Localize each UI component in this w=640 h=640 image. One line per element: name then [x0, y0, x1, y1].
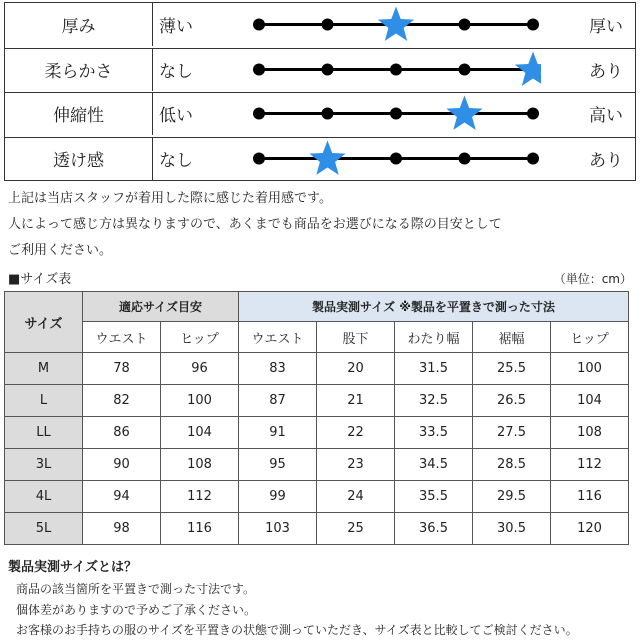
table-row [5, 417, 629, 449]
feel-low-label: 低い [159, 106, 193, 126]
table-cell: 20 [317, 353, 395, 385]
table-cell: 116 [551, 481, 629, 513]
feel-label: 厚み [5, 3, 153, 46]
footer-line-3: お客様のお手持ちの服のサイズを平置きの状態で測っていただき、サイズ表と比較してご検討ください。 [16, 623, 578, 637]
table-cell: 86 [83, 417, 161, 449]
table-cell: 29.5 [473, 481, 551, 513]
fit-size-group-header: 適応サイズ目安 [83, 292, 239, 322]
table-cell: 100 [161, 385, 239, 417]
column-header: ウエスト [239, 322, 317, 353]
scale-dot [253, 108, 265, 120]
table-cell: 21 [317, 385, 395, 417]
scale-dot [322, 108, 334, 120]
column-header: わたり幅 [395, 322, 473, 353]
table-cell: 23 [317, 449, 395, 481]
footer-title: 製品実測サイズとは？ [8, 560, 137, 575]
feel-row [5, 48, 635, 91]
table-cell: 32.5 [395, 385, 473, 417]
feel-label: 透け感 [5, 137, 153, 180]
table-cell: 95 [239, 449, 317, 481]
feel-divider [5, 92, 635, 93]
table-cell: 98 [83, 513, 161, 545]
table-cell: 33.5 [395, 417, 473, 449]
unit-label: （単位：cm） [553, 272, 632, 286]
column-header: ヒップ [551, 322, 629, 353]
table-cell: 99 [239, 481, 317, 513]
feel-low-label: なし [159, 61, 193, 82]
scale-dot [253, 63, 265, 75]
feel-row [5, 3, 635, 46]
table-cell: 24 [317, 481, 395, 513]
column-header: ヒップ [161, 322, 239, 353]
table-cell: 108 [161, 449, 239, 481]
scale-dot [390, 152, 402, 164]
table-row [5, 353, 629, 385]
table-cell: 34.5 [395, 449, 473, 481]
note-line-2: 人によって感じ方は異なりますので、あくまでも商品をお選びになる際の目安として [8, 217, 502, 232]
table-cell: 78 [83, 353, 161, 385]
note-line-3: ご利用ください。 [8, 243, 113, 258]
scale-dot [253, 19, 265, 31]
table-cell: 104 [551, 385, 629, 417]
column-header: 股下 [317, 322, 395, 353]
size-cell: M [5, 353, 83, 385]
table-cell: 104 [161, 417, 239, 449]
scale-dot [527, 152, 539, 164]
table-row [5, 513, 629, 545]
scale-dot [459, 19, 471, 31]
feel-scale [241, 48, 541, 91]
feel-label: 伸縮性 [5, 92, 153, 135]
table-cell: 91 [239, 417, 317, 449]
size-table-title: ■サイズ表 [8, 272, 72, 287]
feel-divider [5, 48, 635, 49]
scale-dot [527, 108, 539, 120]
feel-row [5, 137, 635, 180]
measured-size-group-header: 製品実測サイズ ※製品を平置きで測った寸法 [239, 292, 629, 322]
feel-label: 柔らかさ [5, 48, 153, 91]
table-cell: 25 [317, 513, 395, 545]
size-cell: 3L [5, 449, 83, 481]
scale-dot [390, 108, 402, 120]
table-row [5, 481, 629, 513]
table-cell: 94 [83, 481, 161, 513]
feel-table [4, 2, 636, 181]
scale-dot [459, 152, 471, 164]
scale-dot [390, 63, 402, 75]
table-cell: 27.5 [473, 417, 551, 449]
star-marker-icon [378, 7, 414, 41]
table-row [5, 449, 629, 481]
feel-low-label: 薄い [159, 17, 193, 37]
table-cell: 25.5 [473, 353, 551, 385]
size-cell: 5L [5, 513, 83, 545]
feel-high-label: 厚い [589, 17, 623, 37]
table-row [5, 385, 629, 417]
table-cell: 22 [317, 417, 395, 449]
table-cell: 112 [161, 481, 239, 513]
table-cell: 100 [551, 353, 629, 385]
star-marker-icon [309, 140, 345, 174]
table-cell: 120 [551, 513, 629, 545]
star-marker-icon [446, 96, 482, 130]
table-cell: 36.5 [395, 513, 473, 545]
table-cell: 116 [161, 513, 239, 545]
feel-high-label: あり [589, 150, 623, 171]
size-column-header: サイズ [5, 292, 83, 353]
footer-line-1: 商品の該当箇所を平置きで測った寸法です。 [16, 582, 256, 596]
size-table [4, 291, 629, 545]
feel-row [5, 92, 635, 135]
column-header: 裾幅 [473, 322, 551, 353]
table-cell: 35.5 [395, 481, 473, 513]
scale-dot [322, 19, 334, 31]
note-line-1: 上記は当店スタッフが着用した際に感じた着用感です。 [8, 191, 332, 206]
scale-dot [322, 63, 334, 75]
table-cell: 31.5 [395, 353, 473, 385]
scale-dot [527, 19, 539, 31]
table-cell: 28.5 [473, 449, 551, 481]
table-cell: 30.5 [473, 513, 551, 545]
feel-scale [241, 3, 541, 46]
footer-line-2: 個体差がありますので予めご了承ください。 [16, 603, 257, 617]
table-cell: 103 [239, 513, 317, 545]
table-cell: 108 [551, 417, 629, 449]
feel-scale [241, 137, 541, 180]
feel-high-label: あり [589, 61, 623, 82]
feel-divider [5, 137, 635, 138]
table-cell: 112 [551, 449, 629, 481]
column-header: ウエスト [83, 322, 161, 353]
table-cell: 26.5 [473, 385, 551, 417]
scale-dot [459, 63, 471, 75]
feel-high-label: 高い [589, 106, 623, 126]
table-cell: 96 [161, 353, 239, 385]
feel-low-label: なし [159, 150, 193, 171]
size-cell: LL [5, 417, 83, 449]
feel-scale [241, 92, 541, 135]
size-cell: 4L [5, 481, 83, 513]
table-cell: 83 [239, 353, 317, 385]
scale-dot [253, 152, 265, 164]
size-cell: L [5, 385, 83, 417]
table-cell: 87 [239, 385, 317, 417]
table-cell: 82 [83, 385, 161, 417]
table-cell: 90 [83, 449, 161, 481]
